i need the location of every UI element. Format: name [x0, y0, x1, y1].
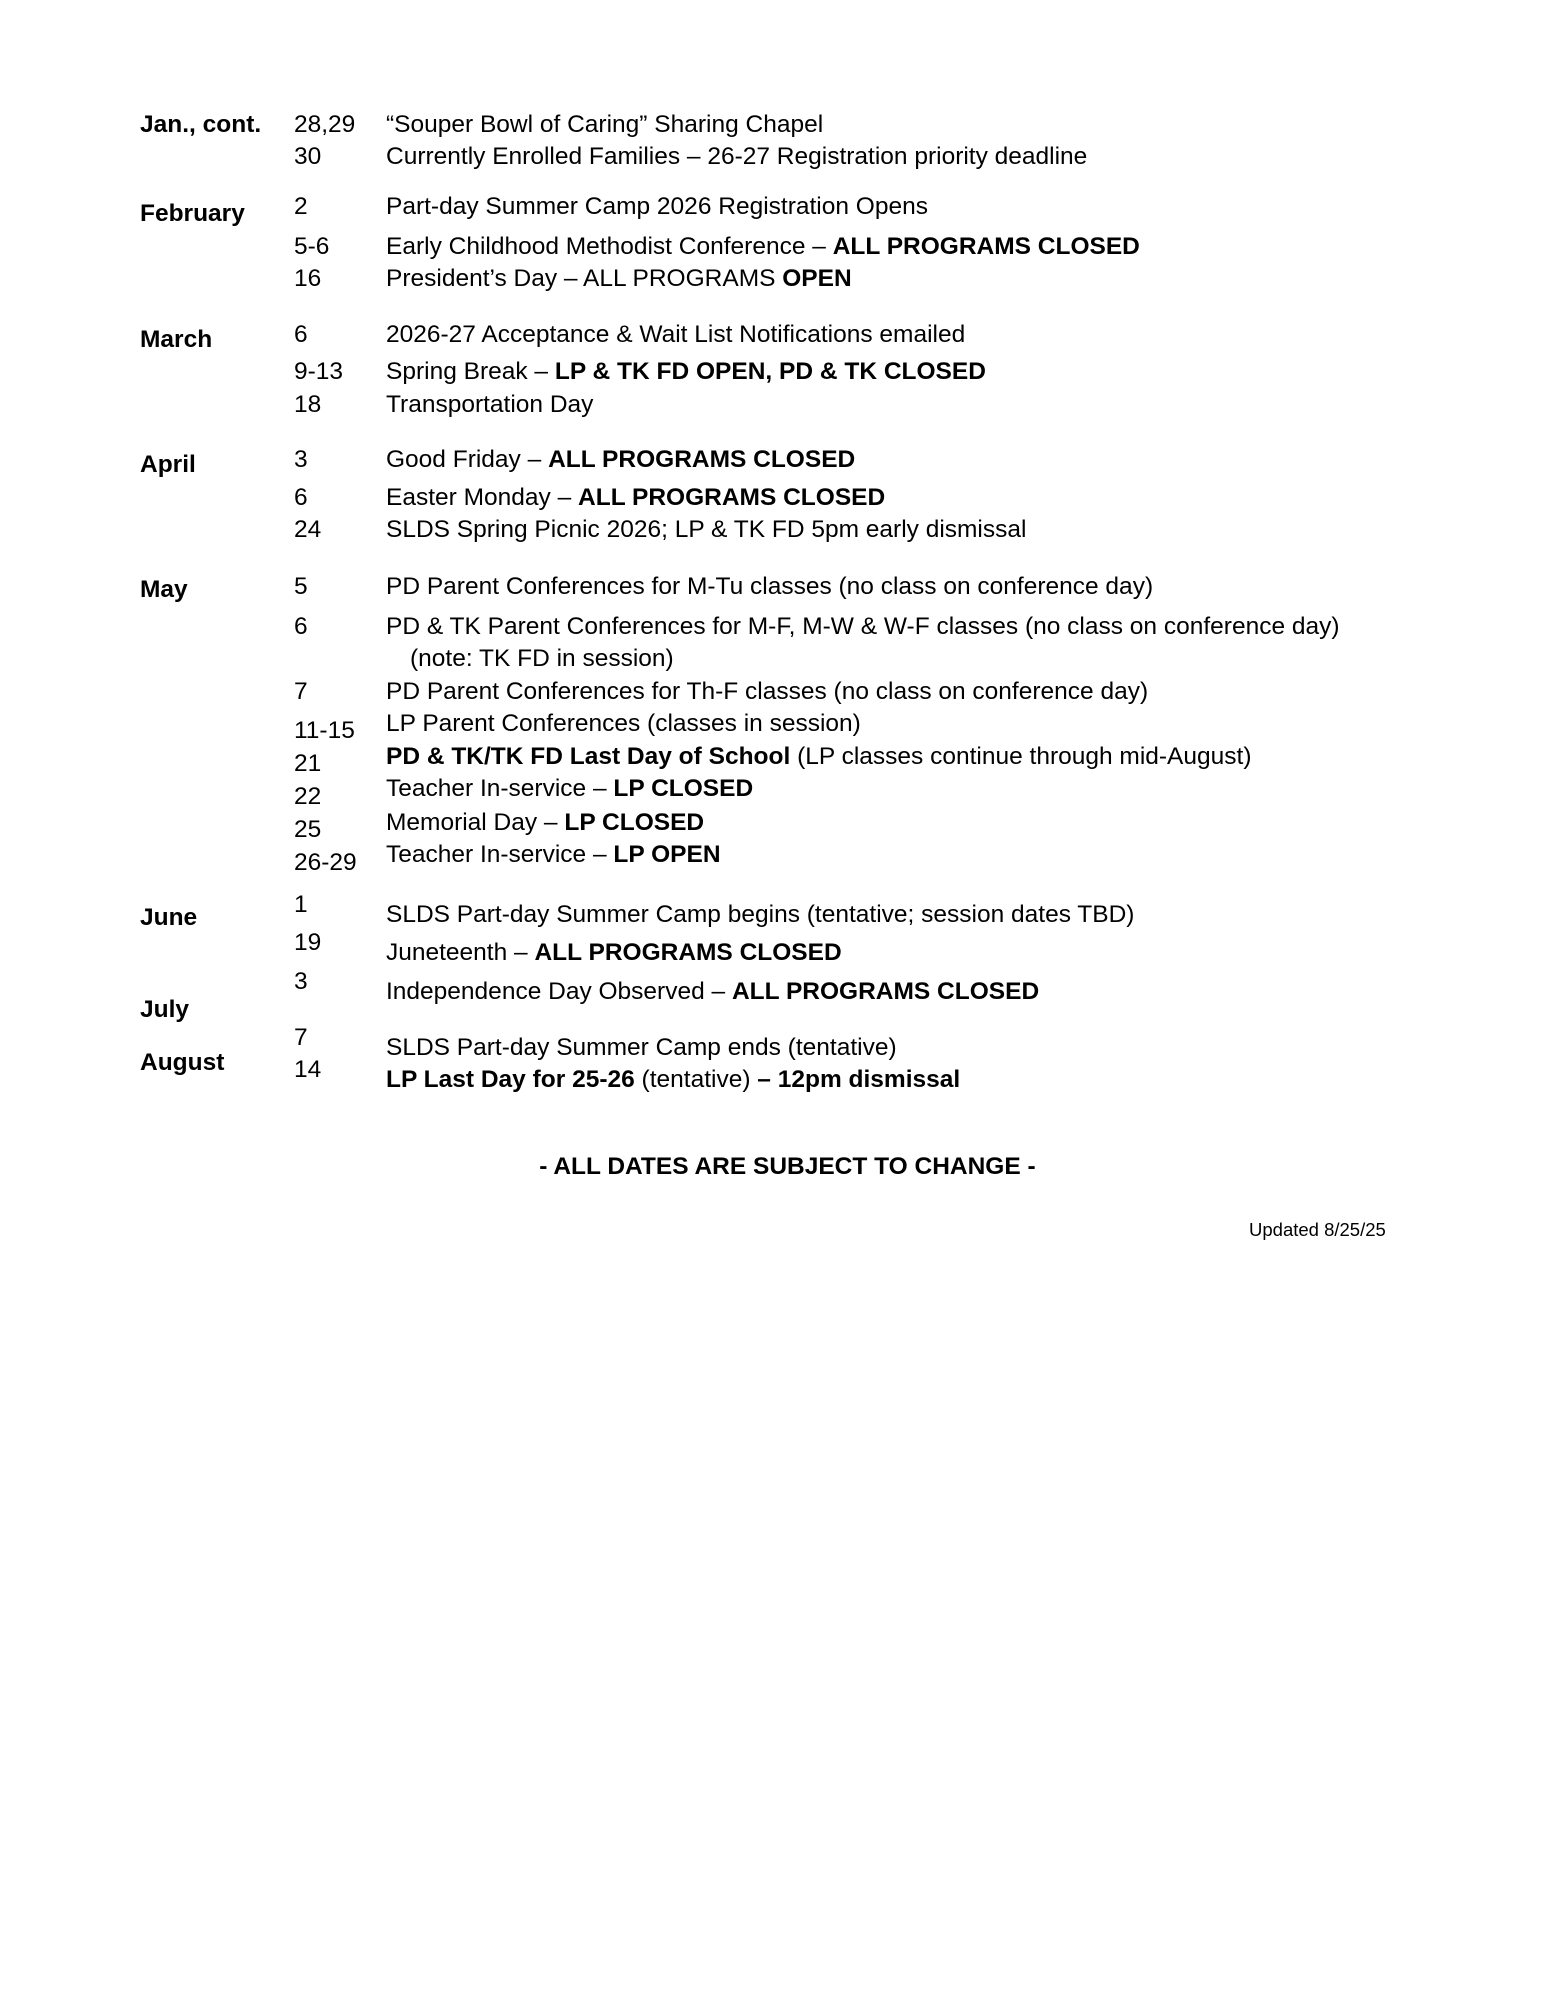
event-date: 21 — [294, 750, 322, 777]
event-date: 6 — [294, 613, 308, 640]
event-date: 5 — [294, 573, 308, 600]
event-description: LP Parent Conferences (classes in session) — [386, 710, 861, 737]
updated-date: Updated 8/25/25 — [1249, 1219, 1386, 1240]
event-date: 11-15 — [294, 717, 355, 744]
event-description: LP Last Day for 25-26 (tentative) – 12pm dismissal — [386, 1066, 961, 1093]
event-date: 25 — [294, 816, 322, 843]
event-description: Early Childhood Methodist Conference – ALL PROGRAMS CLOSED — [386, 233, 1140, 260]
event-date: 7 — [294, 1024, 308, 1051]
event-date: 14 — [294, 1056, 322, 1083]
event-date: 16 — [294, 265, 322, 292]
event-description: PD Parent Conferences for Th-F classes (no class on conference day) — [386, 678, 1149, 705]
month-label-july: July — [140, 996, 190, 1023]
event-description: SLDS Spring Picnic 2026; LP & TK FD 5pm early dismissal — [386, 516, 1027, 543]
event-description: SLDS Part-day Summer Camp begins (tentative; session dates TBD) — [386, 901, 1135, 928]
event-date: 30 — [294, 143, 322, 170]
event-description: 2026-27 Acceptance & Wait List Notifications emailed — [386, 321, 966, 348]
event-description: Currently Enrolled Families – 26-27 Registration priority deadline — [386, 143, 1088, 170]
event-description: Easter Monday – ALL PROGRAMS CLOSED — [386, 484, 886, 511]
event-description: “Souper Bowl of Caring” Sharing Chapel — [386, 111, 824, 138]
month-label-january: Jan., cont. — [140, 111, 262, 138]
event-description: Independence Day Observed – ALL PROGRAMS CLOSED — [386, 978, 1040, 1005]
month-label-march: March — [140, 326, 213, 353]
event-description: Teacher In-service – LP CLOSED — [386, 775, 754, 802]
month-label-august: August — [140, 1049, 225, 1076]
event-date: 26-29 — [294, 849, 357, 876]
event-date: 3 — [294, 446, 308, 473]
event-description: Teacher In-service – LP OPEN — [386, 841, 721, 868]
event-description: Memorial Day – LP CLOSED — [386, 809, 705, 836]
disclaimer: - ALL DATES ARE SUBJECT TO CHANGE - — [539, 1153, 1036, 1180]
event-date: 22 — [294, 783, 322, 810]
event-date: 6 — [294, 321, 308, 348]
event-description: PD & TK Parent Conferences for M-F, M-W & W-F classes (no class on conference day) — [386, 613, 1340, 640]
event-date: 6 — [294, 484, 308, 511]
event-description: SLDS Part-day Summer Camp ends (tentative) — [386, 1034, 897, 1061]
event-description: President’s Day – ALL PROGRAMS OPEN — [386, 265, 852, 292]
event-date: 9-13 — [294, 358, 344, 385]
event-description: Transportation Day — [386, 391, 594, 418]
month-label-may: May — [140, 576, 188, 603]
event-note: (note: TK FD in session) — [410, 645, 674, 672]
event-description: Spring Break – LP & TK FD OPEN, PD & TK CLOSED — [386, 358, 986, 385]
event-date: 2 — [294, 193, 308, 220]
month-label-february: February — [140, 200, 245, 227]
event-description: PD & TK/TK FD Last Day of School (LP classes continue through mid-August) — [386, 743, 1252, 770]
event-date: 3 — [294, 968, 308, 995]
event-date: 28,29 — [294, 111, 356, 138]
month-label-april: April — [140, 451, 196, 478]
event-date: 1 — [294, 891, 308, 918]
month-label-june: June — [140, 904, 198, 931]
event-date: 24 — [294, 516, 322, 543]
event-description: Good Friday – ALL PROGRAMS CLOSED — [386, 446, 856, 473]
event-date: 18 — [294, 391, 322, 418]
event-date: 7 — [294, 678, 308, 705]
event-description: PD Parent Conferences for M-Tu classes (no class on conference day) — [386, 573, 1154, 600]
event-description: Part-day Summer Camp 2026 Registration Opens — [386, 193, 928, 220]
event-description: Juneteenth – ALL PROGRAMS CLOSED — [386, 939, 842, 966]
event-date: 19 — [294, 929, 322, 956]
event-date: 5-6 — [294, 233, 330, 260]
